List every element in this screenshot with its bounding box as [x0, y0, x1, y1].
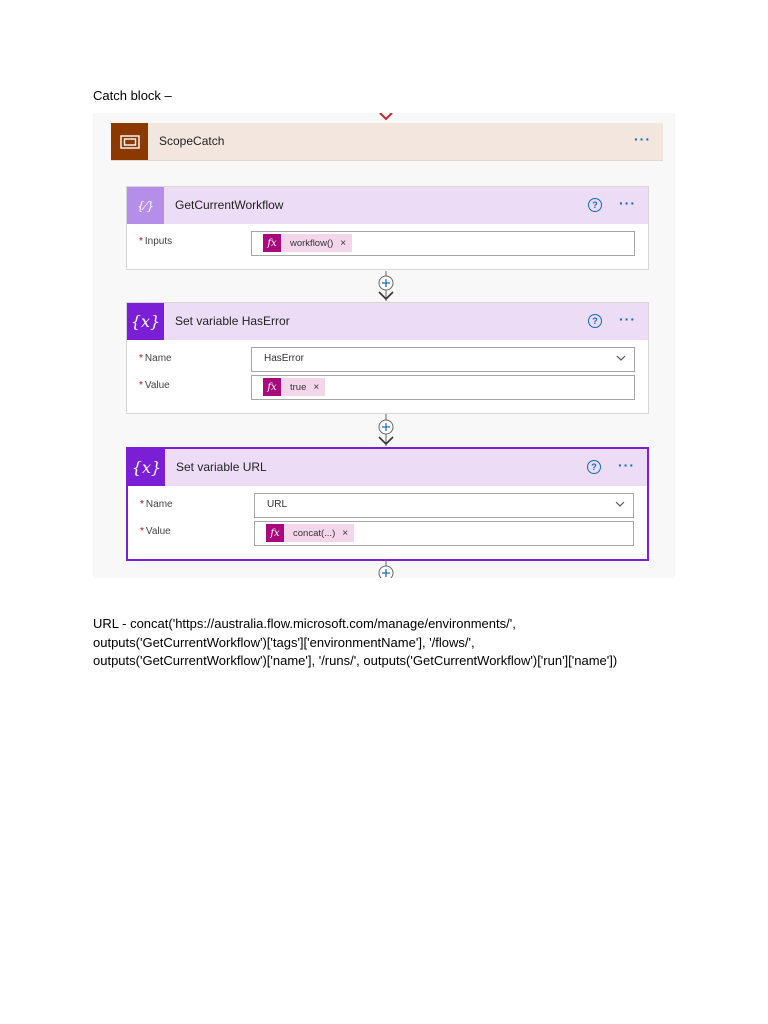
value-label: * Value	[140, 526, 171, 537]
name-selected-value: URL	[267, 499, 288, 510]
compose-icon: {⁄}	[127, 187, 164, 224]
name-label: * Name	[139, 353, 172, 364]
description-line: outputs('GetCurrentWorkflow')['tags']['environmentName'], '/flows/',	[93, 634, 475, 650]
flow-designer-screenshot	[93, 113, 675, 578]
card-title: Set variable URL	[176, 460, 267, 474]
variable-icon: {x}	[127, 303, 164, 340]
inputs-label: * Inputs	[139, 236, 173, 247]
description-line: outputs('GetCurrentWorkflow')['name'], '/runs/', outputs('GetCurrentWorkflow')['run']['name'])	[93, 653, 618, 668]
remove-token-icon[interactable]: ×	[313, 381, 320, 393]
section-heading: Catch block –	[93, 88, 172, 103]
chevron-down-icon[interactable]	[616, 353, 626, 363]
action-card-set-variable-haserror[interactable]	[126, 302, 649, 414]
scope-title: ScopeCatch	[159, 134, 225, 148]
remove-token-icon[interactable]: ×	[342, 527, 349, 539]
scope-catch-header[interactable]	[111, 123, 663, 161]
fx-icon: fx	[266, 524, 284, 542]
value-field[interactable]	[251, 375, 635, 400]
required-mark: *	[140, 499, 144, 510]
value-field[interactable]	[254, 521, 634, 546]
more-options-icon[interactable]: ···	[619, 311, 636, 327]
scope-icon	[111, 123, 148, 160]
help-icon[interactable]: ?	[588, 198, 602, 212]
variable-icon: {x}	[128, 449, 165, 486]
incoming-arrow-icon	[378, 113, 394, 122]
expression-token[interactable]	[266, 524, 354, 542]
card-title: GetCurrentWorkflow	[175, 198, 284, 212]
add-step-connector[interactable]	[373, 559, 399, 578]
expression-token[interactable]	[263, 378, 325, 396]
help-icon[interactable]: ?	[587, 460, 601, 474]
name-dropdown[interactable]	[254, 493, 634, 518]
add-step-connector[interactable]	[373, 271, 399, 303]
description-line: URL - concat('https://australia.flow.microsoft.com/manage/environments/',	[93, 616, 516, 631]
fx-icon: fx	[263, 378, 281, 396]
token-text: workflow()	[290, 237, 334, 249]
required-mark: *	[139, 380, 143, 391]
name-dropdown[interactable]	[251, 347, 635, 372]
required-mark: *	[139, 236, 143, 247]
token-text: true	[290, 381, 307, 393]
remove-token-icon[interactable]: ×	[340, 237, 347, 249]
card-header[interactable]	[127, 303, 648, 340]
card-header[interactable]	[128, 449, 647, 486]
more-options-icon[interactable]: ···	[619, 195, 636, 211]
action-card-get-current-workflow[interactable]	[126, 186, 649, 270]
add-step-connector[interactable]	[373, 414, 399, 448]
required-mark: *	[139, 353, 143, 364]
fx-icon: fx	[263, 234, 281, 252]
value-label: * Value	[139, 380, 170, 391]
action-card-set-variable-url[interactable]	[126, 447, 649, 561]
inputs-field[interactable]	[251, 231, 635, 256]
required-mark: *	[140, 526, 144, 537]
more-options-icon[interactable]: ···	[618, 457, 635, 473]
expression-token[interactable]	[263, 234, 352, 252]
help-icon[interactable]: ?	[588, 314, 602, 328]
card-header[interactable]	[127, 187, 648, 224]
url-expression-description	[93, 615, 693, 671]
name-selected-value: HasError	[264, 353, 305, 364]
chevron-down-icon[interactable]	[615, 499, 625, 509]
name-label: * Name	[140, 499, 173, 510]
scope-more-options-icon[interactable]: ···	[634, 131, 651, 147]
card-title: Set variable HasError	[175, 314, 290, 328]
token-text: concat(...)	[293, 527, 336, 539]
